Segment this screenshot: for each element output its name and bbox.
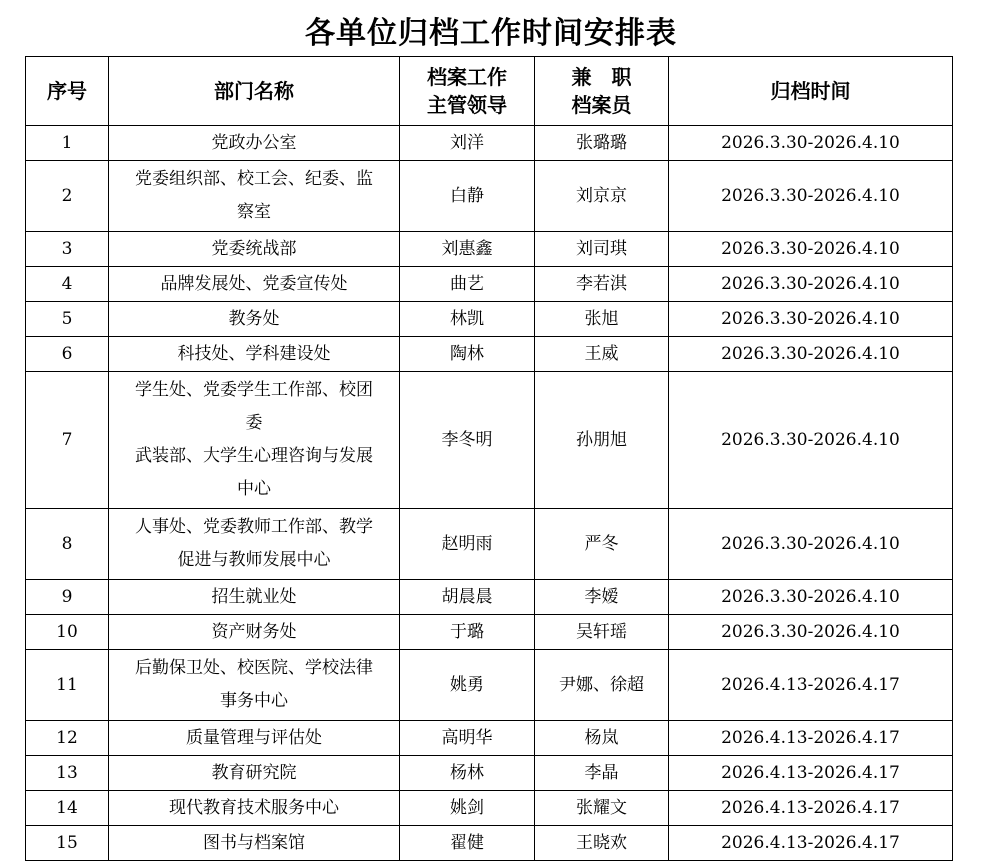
row-department (109, 161, 400, 232)
row-leader: 刘惠鑫 (400, 232, 535, 267)
header-index: 序号 (26, 57, 109, 126)
department-line: 学生处、党委学生工作部、校团 (135, 380, 373, 400)
row-index: 15 (26, 826, 109, 861)
row-archivist: 王晓欢 (535, 826, 669, 861)
row-department (109, 580, 400, 615)
row-archivist: 尹娜、徐超 (535, 650, 669, 721)
row-index: 7 (26, 372, 109, 509)
row-department (109, 650, 400, 721)
row-time: 2026.3.30-2026.4.10 (669, 580, 953, 615)
row-leader: 于璐 (400, 615, 535, 650)
row-time: 2026.4.13-2026.4.17 (669, 791, 953, 826)
department-line: 现代教育技术服务中心 (169, 797, 339, 818)
row-department (109, 615, 400, 650)
row-index: 10 (26, 615, 109, 650)
page-title: 各单位归档工作时间安排表 (305, 16, 677, 51)
table-row (26, 509, 953, 580)
row-leader: 杨林 (400, 756, 535, 791)
row-time: 2026.3.30-2026.4.10 (669, 267, 953, 302)
row-archivist: 李晶 (535, 756, 669, 791)
row-archivist: 李嫒 (535, 580, 669, 615)
row-archivist: 张耀文 (535, 791, 669, 826)
row-department (109, 756, 400, 791)
department-line: 武装部、大学生心理咨询与发展 (135, 446, 373, 466)
row-archivist: 李若淇 (535, 267, 669, 302)
row-time: 2026.3.30-2026.4.10 (669, 509, 953, 580)
row-leader: 胡晨晨 (400, 580, 535, 615)
row-leader: 林凯 (400, 302, 535, 337)
header-time: 归档时间 (669, 57, 953, 126)
header-leader-line2: 主管领导 (427, 93, 507, 117)
row-archivist: 严冬 (535, 509, 669, 580)
row-department (109, 126, 400, 161)
department-line: 后勤保卫处、校医院、学校法律 (135, 658, 373, 678)
row-time: 2026.3.30-2026.4.10 (669, 337, 953, 372)
row-leader: 姚勇 (400, 650, 535, 721)
row-department (109, 826, 400, 861)
row-leader: 李冬明 (400, 372, 535, 509)
row-time: 2026.3.30-2026.4.10 (669, 161, 953, 232)
row-leader: 曲艺 (400, 267, 535, 302)
row-archivist: 吴轩瑶 (535, 615, 669, 650)
row-index: 8 (26, 509, 109, 580)
row-time: 2026.3.30-2026.4.10 (669, 615, 953, 650)
row-leader: 姚剑 (400, 791, 535, 826)
department-line: 科技处、学科建设处 (177, 343, 331, 364)
row-time: 2026.4.13-2026.4.17 (669, 650, 953, 721)
row-time: 2026.3.30-2026.4.10 (669, 302, 953, 337)
row-leader: 刘洋 (400, 126, 535, 161)
row-index: 13 (26, 756, 109, 791)
department-line: 党政办公室 (211, 132, 297, 153)
row-leader: 高明华 (400, 721, 535, 756)
table-body (26, 126, 953, 861)
row-department (109, 372, 400, 509)
department-line: 图书与档案馆 (203, 832, 305, 853)
header-row (26, 57, 953, 126)
department-line: 察室 (237, 202, 271, 222)
row-index: 6 (26, 337, 109, 372)
row-archivist: 杨岚 (535, 721, 669, 756)
row-archivist: 王威 (535, 337, 669, 372)
table-row (26, 126, 953, 161)
table-row (26, 232, 953, 267)
header-leader (400, 57, 535, 126)
table-row (26, 615, 953, 650)
table-row (26, 302, 953, 337)
row-leader: 白静 (400, 161, 535, 232)
row-department (109, 791, 400, 826)
department-line: 招生就业处 (211, 586, 297, 607)
row-index: 9 (26, 580, 109, 615)
row-index: 4 (26, 267, 109, 302)
row-index: 14 (26, 791, 109, 826)
table-row (26, 337, 953, 372)
department-line: 教育研究院 (211, 762, 297, 783)
department-line: 促进与教师发展中心 (177, 550, 331, 570)
row-time: 2026.4.13-2026.4.17 (669, 826, 953, 861)
row-department (109, 232, 400, 267)
row-department (109, 267, 400, 302)
header-archivist-line2: 档案员 (571, 93, 632, 117)
department-line: 质量管理与评估处 (186, 727, 322, 748)
department-line: 资产财务处 (211, 621, 297, 642)
row-time: 2026.3.30-2026.4.10 (669, 126, 953, 161)
header-leader-line1: 档案工作 (427, 65, 507, 89)
table-row (26, 756, 953, 791)
row-archivist: 张旭 (535, 302, 669, 337)
schedule-table (25, 56, 953, 861)
row-department (109, 302, 400, 337)
header-department: 部门名称 (109, 57, 400, 126)
row-archivist: 孙朋旭 (535, 372, 669, 509)
table-row (26, 580, 953, 615)
table-row (26, 826, 953, 861)
row-time: 2026.3.30-2026.4.10 (669, 372, 953, 509)
row-leader: 陶林 (400, 337, 535, 372)
table-row (26, 372, 953, 509)
table-row (26, 791, 953, 826)
row-archivist: 刘京京 (535, 161, 669, 232)
row-index: 5 (26, 302, 109, 337)
row-department (109, 337, 400, 372)
row-archivist: 张璐璐 (535, 126, 669, 161)
department-line: 党委组织部、校工会、纪委、监 (135, 169, 373, 189)
department-line: 事务中心 (220, 691, 288, 711)
table-row (26, 721, 953, 756)
department-line: 党委统战部 (211, 238, 297, 259)
row-index: 2 (26, 161, 109, 232)
row-time: 2026.4.13-2026.4.17 (669, 756, 953, 791)
department-line: 人事处、党委教师工作部、教学 (135, 517, 373, 537)
row-time: 2026.4.13-2026.4.17 (669, 721, 953, 756)
table-row (26, 650, 953, 721)
header-archivist (535, 57, 669, 126)
row-leader: 翟健 (400, 826, 535, 861)
row-index: 1 (26, 126, 109, 161)
row-index: 11 (26, 650, 109, 721)
row-index: 3 (26, 232, 109, 267)
department-line: 中心 (237, 479, 271, 499)
department-line: 委 (245, 413, 263, 433)
row-leader: 赵明雨 (400, 509, 535, 580)
department-line: 教务处 (228, 308, 280, 329)
row-department (109, 509, 400, 580)
row-index: 12 (26, 721, 109, 756)
header-archivist-line1: 兼 职 (571, 65, 632, 89)
row-department (109, 721, 400, 756)
table-row (26, 161, 953, 232)
row-archivist: 刘司琪 (535, 232, 669, 267)
row-time: 2026.3.30-2026.4.10 (669, 232, 953, 267)
table-row (26, 267, 953, 302)
department-line: 品牌发展处、党委宣传处 (160, 273, 348, 294)
